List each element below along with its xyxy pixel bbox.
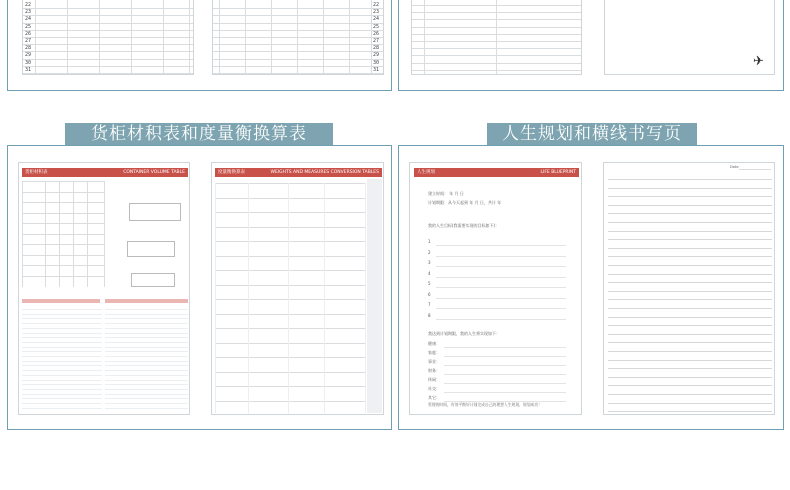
writing-line xyxy=(608,385,772,386)
calendar-col-line xyxy=(35,0,36,75)
container-row-line xyxy=(22,202,104,203)
weights-col-line xyxy=(215,183,216,413)
calendar-col-line xyxy=(245,0,246,75)
date-label: Date xyxy=(730,165,739,169)
goal-line xyxy=(436,298,566,299)
writing-line xyxy=(608,351,772,352)
container-col-line xyxy=(59,181,60,287)
conversion-row-line xyxy=(105,351,188,352)
conversion-row-line xyxy=(105,323,188,324)
outcome-category: 家庭： xyxy=(428,350,440,355)
notes-row-line xyxy=(412,55,582,56)
date-underline xyxy=(739,169,771,170)
calendar-row-line xyxy=(23,44,194,45)
calendar-row-line xyxy=(213,66,384,67)
calendar-row-number: 29 xyxy=(25,52,32,59)
conversion-row-line xyxy=(22,370,102,371)
calendar-row-number: 30 xyxy=(373,59,380,66)
outcome-category: 事业： xyxy=(428,359,440,364)
truck-diagram-3 xyxy=(131,273,175,287)
weights-col-line xyxy=(365,183,366,413)
calendar-col-line xyxy=(371,0,372,75)
calendar-row-line xyxy=(23,8,194,9)
container-row-line xyxy=(22,192,104,193)
conversion-row-line xyxy=(22,384,102,385)
container-col-line xyxy=(104,181,105,287)
weights-col-line xyxy=(324,183,325,413)
goal-line xyxy=(436,308,566,309)
writing-line xyxy=(608,394,772,395)
conversion-row-line xyxy=(22,408,102,409)
writing-line xyxy=(608,308,772,309)
calendar-col-line xyxy=(67,0,68,75)
goal-number: 6 xyxy=(428,291,431,297)
conversion-row-line xyxy=(105,380,188,381)
outcome-category: 财务： xyxy=(428,368,440,373)
calendar-row-line xyxy=(23,51,194,52)
calendar-row-line xyxy=(23,66,194,67)
conversion-row-line xyxy=(105,356,188,357)
container-title-cn: 货柜材积表 xyxy=(25,170,48,175)
container-row-line xyxy=(22,255,104,256)
calendar-row-number: 31 xyxy=(25,66,32,73)
weights-row-line xyxy=(215,357,365,358)
writing-line xyxy=(608,377,772,378)
top-right-frame xyxy=(398,0,784,91)
weights-col-line xyxy=(288,183,289,413)
calendar-row-line xyxy=(23,37,194,38)
calendar-col-line xyxy=(189,0,190,75)
conversion-row-line xyxy=(22,309,102,310)
outcome-line xyxy=(444,383,566,384)
conversion-row-line xyxy=(22,403,102,404)
calendar-row-number: 29 xyxy=(373,52,380,59)
outcome-category: 社交： xyxy=(428,386,440,391)
weights-row-line xyxy=(215,299,365,300)
conversion-row-line xyxy=(22,342,102,343)
notes-row-line xyxy=(412,70,582,71)
bottom-left-frame xyxy=(7,145,392,430)
calendar-row-number: 30 xyxy=(25,59,32,66)
right-section-banner: 人生规划和横线书写页 xyxy=(487,123,697,145)
calendar-row-line xyxy=(213,30,384,31)
calendar-row-number: 24 xyxy=(25,16,32,23)
container-row-line xyxy=(22,181,104,182)
weights-row-line xyxy=(215,212,365,213)
writing-line xyxy=(608,274,772,275)
calendar-row-number: 26 xyxy=(373,30,380,37)
conversion-row-line xyxy=(105,318,188,319)
weights-side-column xyxy=(367,179,382,413)
goal-number: 1 xyxy=(428,239,431,244)
outcome-line xyxy=(444,374,566,375)
life-start-date: 建立时间： 年 月 日 xyxy=(428,191,464,196)
weights-col-line xyxy=(248,183,249,413)
life-plan-period: 计划期限：从今天起到 年 月 日，共计 年 xyxy=(428,200,502,205)
goal-number: 5 xyxy=(428,281,431,286)
weights-row-line xyxy=(215,256,365,257)
calendar-sheet-right xyxy=(212,0,384,75)
conversion-row-line xyxy=(22,398,102,399)
writing-line xyxy=(608,222,772,223)
calendar-row-number: 28 xyxy=(25,45,32,52)
calendar-row-number: 23 xyxy=(373,9,380,16)
notes-col-line xyxy=(496,0,497,75)
conversion-row-line xyxy=(22,361,102,362)
calendar-row-line xyxy=(213,44,384,45)
weights-row-line xyxy=(215,227,365,228)
weights-measures-sheet xyxy=(211,162,384,415)
weights-row-line xyxy=(215,386,365,387)
calendar-row-number: 28 xyxy=(373,45,380,52)
bottom-right-frame xyxy=(398,145,784,430)
conversion-row-line xyxy=(22,347,102,348)
left-section-banner: 货柜材积表和度量衡换算表 xyxy=(65,123,333,145)
notes-row-line xyxy=(412,5,582,6)
writing-line xyxy=(608,205,772,206)
conversion-row-line xyxy=(22,394,102,395)
container-col-line xyxy=(87,181,88,287)
calendar-col-line xyxy=(349,0,350,75)
container-col-line xyxy=(45,181,46,287)
notes-row-line xyxy=(412,48,582,49)
writing-line xyxy=(608,282,772,283)
calendar-row-line xyxy=(213,15,384,16)
writing-line xyxy=(608,231,772,232)
writing-line xyxy=(608,368,772,369)
calendar-row-line xyxy=(213,73,384,74)
writing-line xyxy=(608,411,772,412)
writing-line xyxy=(608,188,772,189)
notes-col-line xyxy=(424,0,425,75)
calendar-row-line xyxy=(23,23,194,24)
writing-line xyxy=(608,317,772,318)
calendar-row-line xyxy=(213,23,384,24)
container-row-line xyxy=(22,265,104,266)
conversion-row-line xyxy=(105,361,188,362)
goal-number: 2 xyxy=(428,249,431,255)
calendar-col-line xyxy=(323,0,324,75)
calendar-row-line xyxy=(23,15,194,16)
notes-row-line xyxy=(412,63,582,64)
goal-number: 7 xyxy=(428,302,431,307)
notes-sheet-left xyxy=(411,0,582,75)
calendar-row-line xyxy=(213,37,384,38)
calendar-row-number: 27 xyxy=(25,38,32,44)
goal-number: 4 xyxy=(428,270,431,276)
calendar-col-line xyxy=(271,0,272,75)
calendar-col-line xyxy=(219,0,220,75)
calendar-row-line xyxy=(213,59,384,60)
truck-diagram xyxy=(129,203,181,221)
calendar-col-line xyxy=(163,0,164,75)
container-col-line xyxy=(22,181,23,287)
writing-line xyxy=(608,248,772,249)
writing-line xyxy=(608,360,772,361)
weights-row-line xyxy=(215,314,365,315)
container-title-bar xyxy=(22,168,188,177)
calendar-row-number: 31 xyxy=(373,66,380,73)
weights-row-line xyxy=(215,328,365,329)
conversion-row-line xyxy=(22,328,102,329)
goal-line xyxy=(436,245,566,246)
conversion-row-line xyxy=(22,389,102,390)
writing-line xyxy=(608,325,772,326)
weights-row-line xyxy=(215,343,365,344)
conversion-row-line xyxy=(22,337,102,338)
conversion-row-line xyxy=(105,384,188,385)
conversion-row-line xyxy=(105,375,188,376)
writing-line xyxy=(608,334,772,335)
container-row-line xyxy=(22,234,104,235)
goal-line xyxy=(436,256,566,257)
life-title-en: LIFE BLUEPRINT xyxy=(540,170,576,175)
life-footer: 管理的时间，有效平衡好计划完成自己的理想人生规划，规划成功！ xyxy=(428,402,542,407)
conversion-row-line xyxy=(105,389,188,390)
calendar-row-line xyxy=(23,30,194,31)
conversion-row-line xyxy=(22,333,102,334)
life-outcome-heading: 我达到计划期限，我的人生将实现如下： xyxy=(428,331,500,336)
container-row-line xyxy=(22,213,104,214)
writing-line xyxy=(608,403,772,404)
conversion-row-line xyxy=(105,398,188,399)
conversion-row-line xyxy=(22,318,102,319)
conversion-row-line xyxy=(105,314,188,315)
blank-sheet-right xyxy=(604,0,775,75)
goal-line xyxy=(436,266,566,267)
conversion-row-line xyxy=(22,314,102,315)
calendar-row-number: 22 xyxy=(25,2,32,8)
weights-row-line xyxy=(215,285,365,286)
conversion-row-line xyxy=(105,309,188,310)
conversion-row-line xyxy=(105,365,188,366)
conversion-row-line xyxy=(105,337,188,338)
airplane-icon: ✈ xyxy=(753,54,764,69)
calendar-col-line xyxy=(99,0,100,75)
calendar-row-line xyxy=(23,73,194,74)
conversion-row-line xyxy=(22,375,102,376)
calendar-col-line xyxy=(297,0,298,75)
writing-line xyxy=(608,256,772,257)
calendar-row-number: 25 xyxy=(373,23,380,30)
conversion-row-line xyxy=(105,347,188,348)
top-left-frame xyxy=(7,0,392,91)
container-row-line xyxy=(22,223,104,224)
conversion-row-line xyxy=(105,403,188,404)
conversion-row-line xyxy=(105,394,188,395)
life-blueprint-sheet xyxy=(409,162,582,415)
calendar-row-number: 25 xyxy=(25,23,32,30)
container-col-line xyxy=(73,181,74,287)
notes-row-line xyxy=(412,27,582,28)
truck-diagram-2 xyxy=(127,241,175,257)
container-title-en: CONTAINER VOLUME TABLE xyxy=(123,170,185,175)
conversion-row-line xyxy=(105,408,188,409)
writing-line xyxy=(608,291,772,292)
weights-row-line xyxy=(215,241,365,242)
writing-line xyxy=(608,213,772,214)
conversion-row-line xyxy=(105,342,188,343)
container-volume-sheet xyxy=(18,162,190,415)
conversion-row-line xyxy=(22,323,102,324)
outcome-category: 其它： xyxy=(428,395,440,400)
goal-line xyxy=(436,287,566,288)
writing-line xyxy=(608,265,772,266)
weights-row-line xyxy=(215,401,365,402)
goal-line xyxy=(436,319,566,320)
conversion-header-bar xyxy=(22,299,100,303)
container-row-line xyxy=(22,276,104,277)
calendar-row-line xyxy=(23,59,194,60)
conversion-row-line xyxy=(22,365,102,366)
writing-line xyxy=(608,299,772,300)
weights-title-cn: 度量衡换算表 xyxy=(218,170,245,175)
outcome-category: 休闲： xyxy=(428,377,440,382)
outcome-line xyxy=(444,392,566,393)
container-row-line xyxy=(22,244,104,245)
writing-line xyxy=(608,196,772,197)
notes-row-line xyxy=(412,34,582,35)
calendar-row-number: 26 xyxy=(25,30,32,37)
outcome-category: 健康： xyxy=(428,341,440,346)
calendar-row-number: 22 xyxy=(373,2,380,8)
writing-line xyxy=(608,239,772,240)
calendar-sheet-left xyxy=(22,0,194,75)
lined-writing-sheet xyxy=(603,162,775,415)
conversion-row-line xyxy=(105,370,188,371)
life-title-bar xyxy=(414,168,579,177)
outcome-line xyxy=(444,347,566,348)
weights-title-bar xyxy=(215,168,382,177)
goal-number: 8 xyxy=(428,312,431,318)
calendar-row-number: 23 xyxy=(25,9,32,16)
notes-row-line xyxy=(412,41,582,42)
calendar-row-line xyxy=(213,51,384,52)
conversion-row-line xyxy=(105,328,188,329)
notes-row-line xyxy=(412,19,582,20)
goal-line xyxy=(436,277,566,278)
writing-line xyxy=(608,179,772,180)
calendar-row-number: 24 xyxy=(373,16,380,23)
conversion-row-line xyxy=(22,380,102,381)
calendar-col-line xyxy=(131,0,132,75)
conversion-header-bar-2 xyxy=(105,299,188,303)
life-goals-heading: 我的人生目标(我需要实现的目标如下)： xyxy=(428,223,500,228)
conversion-row-line xyxy=(22,356,102,357)
calendar-row-number: 27 xyxy=(373,38,380,44)
conversion-row-line xyxy=(105,333,188,334)
weights-row-line xyxy=(215,372,365,373)
outcome-line xyxy=(444,365,566,366)
weights-title-en: WEIGHTS AND MEASURES CONVERSION TABLES xyxy=(270,170,379,175)
calendar-row-line xyxy=(213,8,384,9)
writing-line xyxy=(608,342,772,343)
weights-row-line xyxy=(215,198,365,199)
goal-number: 3 xyxy=(428,260,431,265)
life-title-cn: 人生规划 xyxy=(417,170,435,175)
weights-row-line xyxy=(215,270,365,271)
conversion-row-line xyxy=(22,351,102,352)
notes-row-line xyxy=(412,12,582,13)
weights-row-line xyxy=(215,183,365,184)
outcome-line xyxy=(444,356,566,357)
